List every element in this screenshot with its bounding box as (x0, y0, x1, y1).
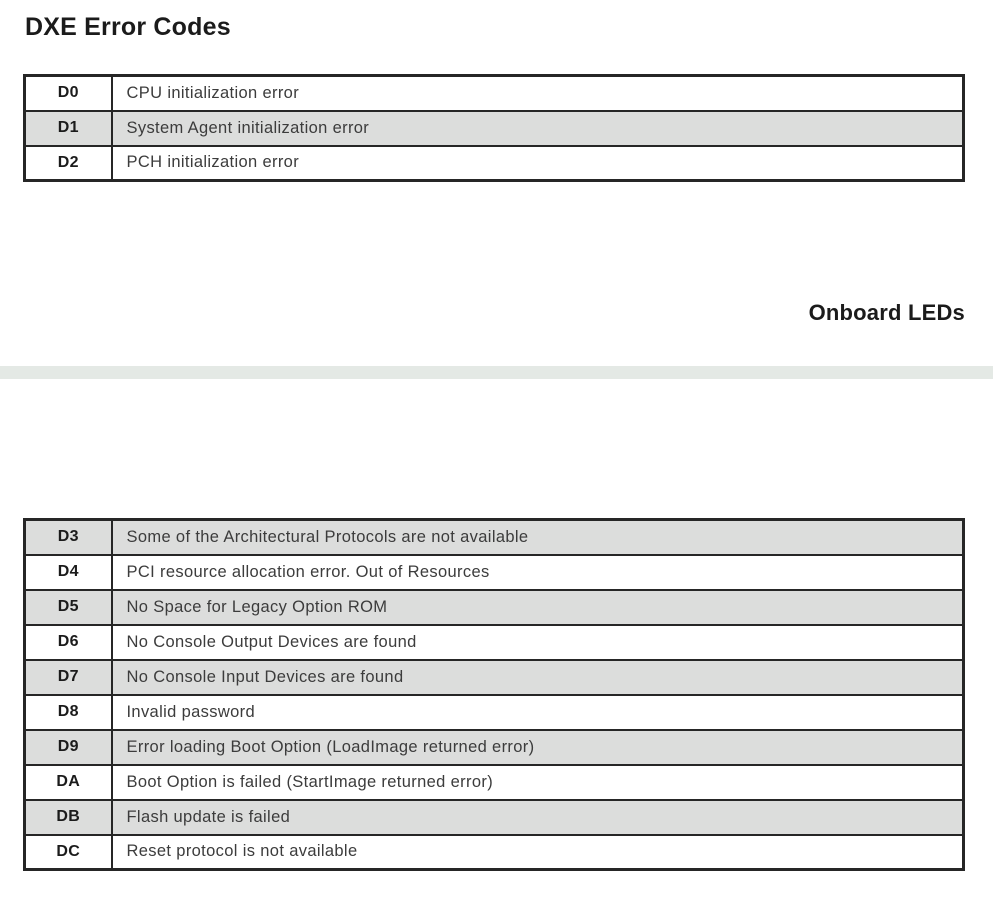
error-code-cell: D4 (25, 555, 112, 590)
dxe-error-table-top (23, 74, 965, 182)
error-description-cell: Boot Option is failed (StartImage returned error) (112, 765, 964, 800)
error-description-cell: CPU initialization error (112, 76, 964, 111)
error-code-cell: D3 (25, 520, 112, 555)
error-description-cell: PCH initialization error (112, 146, 964, 181)
page-title: DXE Error Codes (25, 13, 231, 41)
table-row (25, 835, 964, 870)
error-description-cell: Error loading Boot Option (LoadImage returned error) (112, 730, 964, 765)
error-code-cell: D0 (25, 76, 112, 111)
dxe-error-table-top-body (25, 76, 964, 181)
section-divider-band (0, 366, 993, 379)
table-row (25, 111, 964, 146)
error-code-cell: D7 (25, 660, 112, 695)
table-row (25, 660, 964, 695)
error-code-cell: D2 (25, 146, 112, 181)
error-code-cell: D5 (25, 590, 112, 625)
error-description-cell: Invalid password (112, 695, 964, 730)
error-code-cell: D8 (25, 695, 112, 730)
section-heading-onboard-leds: Onboard LEDs (808, 300, 965, 325)
table-row (25, 146, 964, 181)
error-code-cell: DA (25, 765, 112, 800)
error-description-cell: Reset protocol is not available (112, 835, 964, 870)
error-description-cell: Flash update is failed (112, 800, 964, 835)
error-code-cell: DB (25, 800, 112, 835)
table-row (25, 625, 964, 660)
error-description-cell: No Console Input Devices are found (112, 660, 964, 695)
table-row (25, 76, 964, 111)
table-row (25, 765, 964, 800)
table-row (25, 520, 964, 555)
table-row (25, 730, 964, 765)
error-description-cell: No Console Output Devices are found (112, 625, 964, 660)
dxe-error-table-bottom (23, 518, 965, 871)
error-description-cell: PCI resource allocation error. Out of Resources (112, 555, 964, 590)
table-row (25, 590, 964, 625)
dxe-error-table-bottom-body (25, 520, 964, 870)
table-row (25, 800, 964, 835)
error-code-cell: DC (25, 835, 112, 870)
table-row (25, 555, 964, 590)
error-description-cell: Some of the Architectural Protocols are not available (112, 520, 964, 555)
error-code-cell: D6 (25, 625, 112, 660)
table-row (25, 695, 964, 730)
error-code-cell: D1 (25, 111, 112, 146)
error-code-cell: D9 (25, 730, 112, 765)
error-description-cell: System Agent initialization error (112, 111, 964, 146)
error-description-cell: No Space for Legacy Option ROM (112, 590, 964, 625)
